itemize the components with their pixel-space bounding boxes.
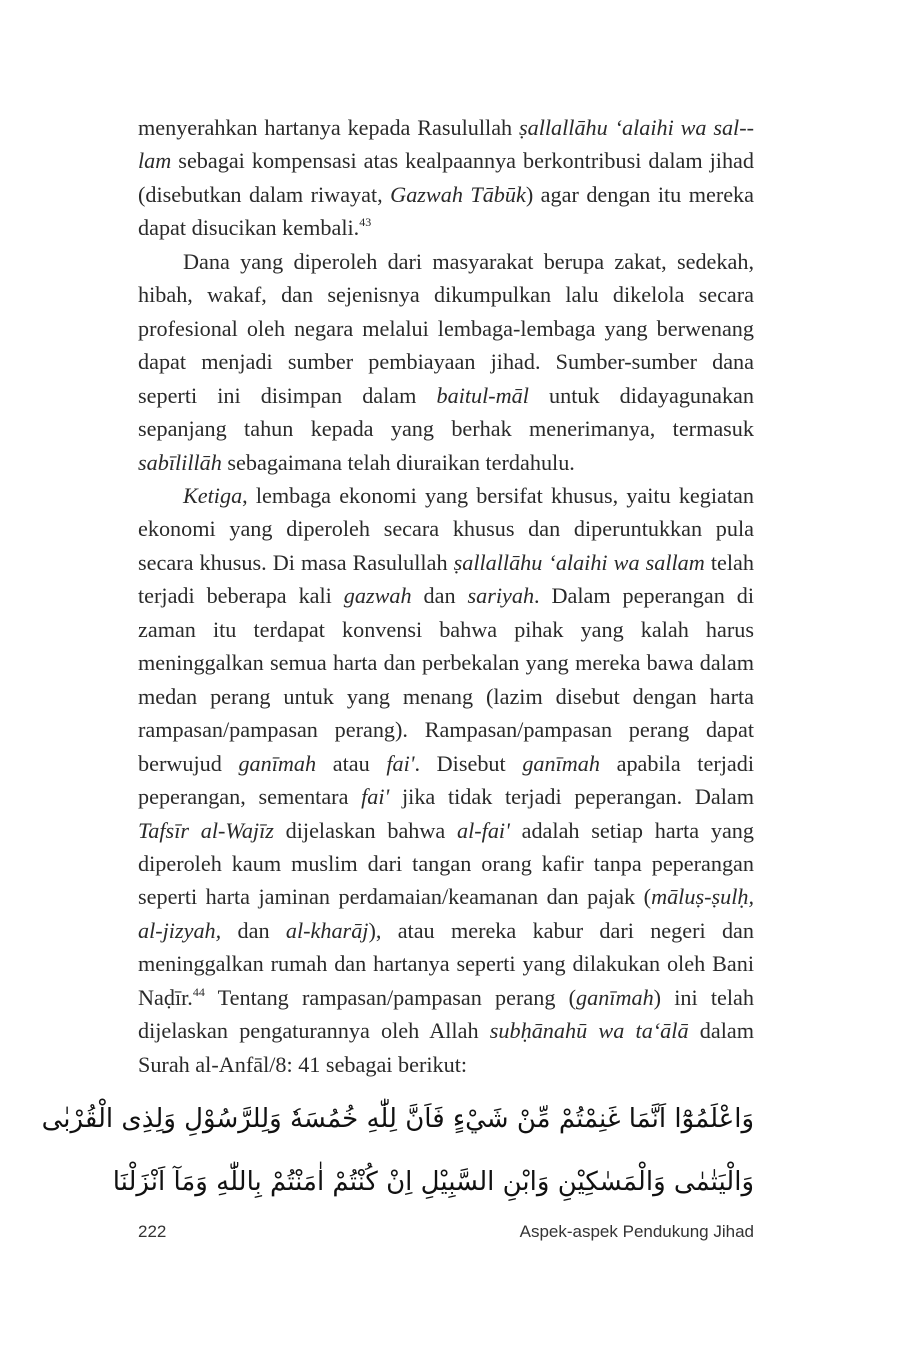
- running-title: Aspek-aspek Pendukung Jihad: [519, 1222, 754, 1241]
- text-run: ), atau mereka kabur dari negeri dan meninggalkan rumah dan hartanya seperti yang dilakukan oleh Bani Naḍīr.: [138, 917, 754, 1010]
- text-run: ) agar dengan itu mereka dapat disucikan kembali.: [138, 181, 754, 241]
- italic-term: Tafsīr al-Wajīz: [138, 817, 274, 843]
- italic-term: ṣallallāhu ‘alaihi wa sal-lam: [138, 115, 754, 174]
- text-run: sebagaimana telah diuraikan terdahulu.: [221, 449, 575, 475]
- text-run: sebagai kompensasi atas kealpaannya berkontribusi dalam jihad (disebutkan dalam riwayat,: [138, 148, 754, 207]
- text-run: . Dalam peperangan di zaman itu terdapat konvensi bahwa pihak yang kalah harus meninggalkan semua harta dan perbekalan yang mereka bawa dalam medan perang untuk yang menang (lazim disebut dengan harta rampasan/pampasan perang). Rampasan/pampasan perang dapat berwujud: [138, 583, 754, 776]
- text-run: untuk didayagunakan sepanjang tahun kepada yang berhak menerimanya, termasuk: [138, 382, 754, 442]
- italic-term: māluṣ-ṣulḥ, al-jizyah,: [138, 884, 754, 943]
- italic-term: Gazwah Tābūk: [390, 181, 526, 207]
- quran-verse-line-2: وَالْيَتٰمٰى وَالْمَسٰكِيْنِ وَابْنِ السَّبِيْلِ اِنْ كُنْتُمْ اٰمَنْتُمْ بِاللّٰهِ وَمَآ اَنْزَلْنَا: [112, 1167, 754, 1197]
- text-run: ) ini telah dijelaskan pengaturannya oleh Allah: [138, 984, 754, 1044]
- italic-term: sariyah: [467, 583, 535, 609]
- page-number: 222: [138, 1222, 167, 1241]
- paragraph-1: [138, 111, 754, 245]
- text-run: , lembaga ekonomi yang bersifat khusus, yaitu kegiatan ekonomi yang diperoleh secara khusus dan diperuntukkan pula secara khusus. Di masa Rasulullah: [138, 482, 754, 575]
- italic-term: ganīmah: [522, 750, 600, 776]
- paragraph-3: [138, 479, 754, 1081]
- italic-term: fai': [361, 784, 390, 810]
- italic-term: gazwah: [343, 583, 412, 609]
- text-run: dijelaskan bahwa: [273, 817, 458, 843]
- text-run: dan: [221, 917, 286, 943]
- body-text: [138, 111, 754, 1081]
- italic-term: sabīlillāh: [138, 449, 222, 475]
- text-run: adalah setiap harta yang diperoleh kaum muslim dari tangan orang kafir tanpa peperangan seperti harta jaminan perdamaian/keamanan dan pajak (: [138, 817, 754, 910]
- italic-term: ganīmah: [576, 984, 654, 1010]
- footnote-ref: 44: [192, 984, 205, 999]
- italic-term: al-kharāj: [285, 917, 369, 943]
- italic-term: fai': [386, 750, 415, 776]
- text-run: menyerahkan hartanya kepada Rasulullah: [138, 115, 519, 140]
- text-run: apabila terjadi peperangan, sementara: [138, 750, 754, 810]
- italic-term: ganīmah: [238, 750, 317, 776]
- text-run: telah terjadi beberapa kali: [138, 549, 754, 609]
- text-run: . Disebut: [414, 750, 523, 776]
- text-run: atau: [316, 750, 387, 776]
- text-run: jika tidak terjadi peperangan. Dalam: [389, 784, 754, 810]
- quran-verse-line-1: وَاعْلَمُوْٓا اَنَّمَا غَنِمْتُمْ مِّنْ شَيْءٍ فَاَنَّ لِلّٰهِ خُمُسَهٗ وَلِلرَّسُوْلِ وَلِذِى الْقُرْبٰى: [41, 1104, 754, 1134]
- italic-term: ṣallallāhu ‘alaihi wa sallam: [453, 549, 705, 575]
- text-run: dan: [411, 583, 468, 609]
- italic-term: Ketiga: [183, 482, 243, 508]
- italic-term: baitul-māl: [436, 382, 529, 408]
- italic-term: subḥānahū wa ta‘ālā: [489, 1018, 689, 1044]
- italic-term: al-fai': [457, 817, 510, 843]
- text-run: Tentang rampasan/pampasan perang (: [204, 984, 577, 1010]
- text-run: dalam Surah al-Anfāl/8: 41 sebagai berikut:: [138, 1018, 754, 1077]
- footnote-ref: 43: [359, 215, 372, 230]
- text-run: Dana yang diperoleh dari masyarakat berupa zakat, sedekah, hibah, wakaf, dan sejenisnya dikumpulkan lalu dikelola secara profesional oleh negara melalui lembaga-lembaga yang berwenang dapat menjadi sumber pembiayaan jihad. Sumber-sumber dana seperti ini disimpan dalam: [138, 248, 754, 408]
- paragraph-2: [138, 245, 754, 479]
